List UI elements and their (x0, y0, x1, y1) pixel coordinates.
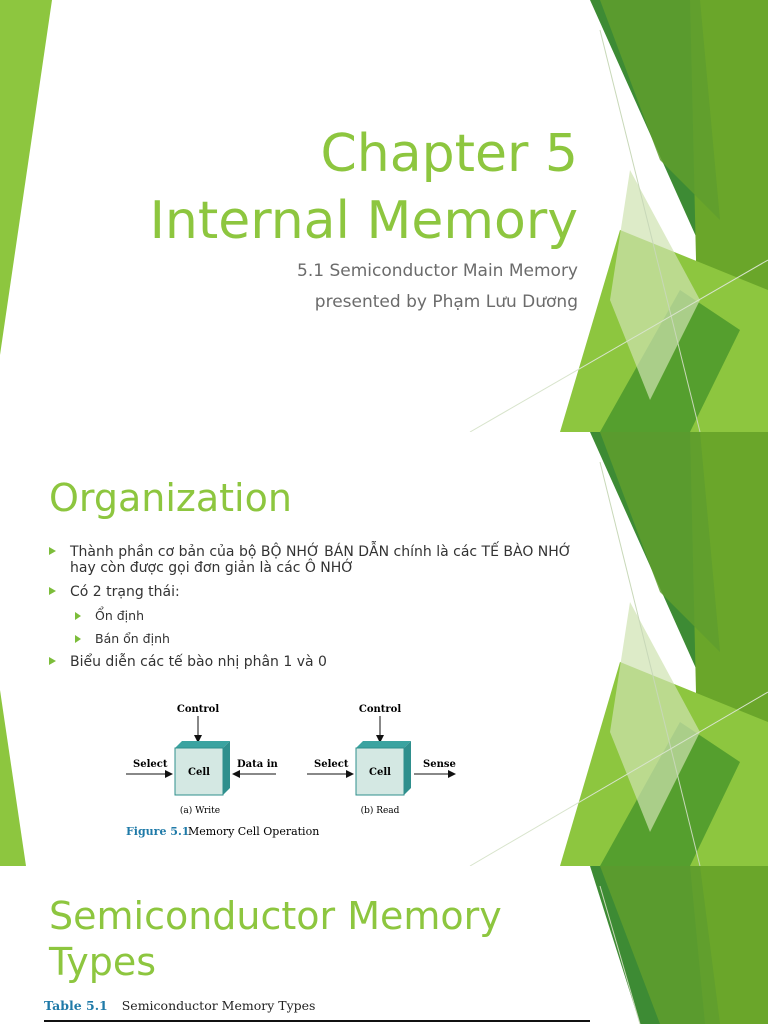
bullet-arrow-icon (49, 547, 56, 555)
sub-bullet-text: Bán ổn định (95, 631, 170, 646)
slide-memory-types (0, 866, 768, 1024)
slide-heading-line1: Semiconductor Memory (49, 894, 502, 938)
figure-number: Figure 5.1 (126, 825, 190, 838)
table-number: Table 5.1 (44, 998, 108, 1013)
slide-title-line2: Internal Memory (149, 191, 578, 251)
cell-label: Cell (188, 767, 210, 778)
bullet-text: Biểu diễn các tế bào nhị phân 1 và 0 (70, 654, 327, 670)
table-caption (44, 998, 315, 1013)
write-caption: (a) Write (179, 806, 221, 816)
table-title: Semiconductor Memory Types (121, 998, 316, 1013)
control-label: Control (358, 704, 402, 715)
bullet-item (48, 654, 578, 670)
select-label: Select (133, 759, 168, 770)
slide-subtitle: 5.1 Semiconductor Main Memory (297, 261, 578, 281)
bullet-arrow-icon (49, 587, 56, 595)
slide-heading: Organization (49, 476, 292, 520)
sub-bullet-arrow-icon (75, 612, 81, 620)
bullet-item (48, 584, 578, 600)
control-label: Control (176, 704, 220, 715)
memory-cell-figure (120, 700, 480, 850)
read-cell-diagram (307, 704, 456, 816)
bullet-text: Thành phần cơ bản của bộ BỘ NHỚ BÁN DẪN chính là các TẾ BÀO NHỚ hay còn được gọi đơn giản là các Ô NHỚ (70, 544, 572, 576)
slide-title (0, 0, 768, 432)
table-top-rule (44, 1020, 590, 1024)
sub-bullet-text: Ổn định (95, 608, 144, 623)
data-in-label: Data in (237, 759, 278, 770)
select-label: Select (314, 759, 349, 770)
read-caption: (b) Read (360, 806, 400, 816)
slide-heading-line2: Types (49, 940, 157, 984)
bullet-arrow-icon (49, 657, 56, 665)
sense-label: Sense (423, 759, 456, 770)
presenter-name: presented by Phạm Lưu Dương (314, 292, 578, 312)
slide-organization (0, 432, 768, 866)
sub-bullet-arrow-icon (75, 635, 81, 643)
bullet-item (48, 544, 578, 576)
bullet-list (48, 544, 578, 678)
write-cell-diagram (126, 704, 279, 816)
bullet-text: Có 2 trạng thái: (70, 584, 180, 600)
sub-bullet-item (48, 631, 578, 647)
cell-label: Cell (369, 767, 391, 778)
slide-title-line1: Chapter 5 (320, 124, 578, 184)
sub-bullet-item (48, 608, 578, 624)
figure-title: Memory Cell Operation (188, 825, 320, 838)
